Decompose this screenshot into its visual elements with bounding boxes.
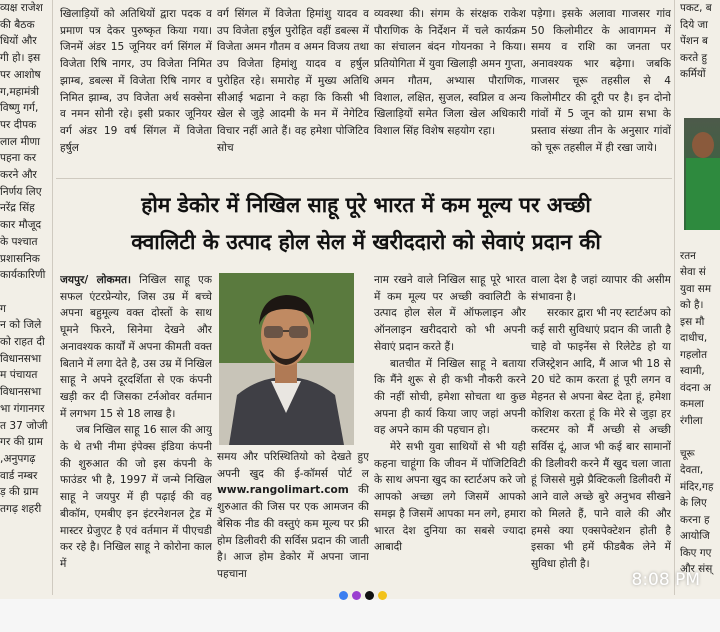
top-column-2-text: वर्ग सिंगल में विजेता हिमांशु यादव व उप विजेता हर्षुल पुरोहित वहीं डबल्स में विजेता अमन गौतम व अमन विजय तथा उप विजेता हिमांशु यादव व हर्षुल पुरोहित रहे। समारोह में मुख्य अतिथि सीआई भढाना ने कहा कि किसी भी खेल से जुड़े आदमी के मन में नेगेटिव विचार नहीं आते हैं। वह हमेशा पोजिटिव सोच	[217, 8, 369, 154]
top-column-3	[374, 6, 526, 171]
left-strip-line: को राहत दी	[0, 336, 45, 349]
right-strip-line: कमला	[680, 398, 704, 410]
right-strip-line: पकट, ब	[680, 2, 712, 14]
top-column-2	[217, 6, 369, 171]
right-strip-line: दिये जा	[680, 18, 708, 31]
page-indicator-dots	[339, 591, 387, 603]
article-col4-para1: वाला देश है जहां व्यापार की असीम संभावना है।	[531, 274, 671, 303]
left-strip-line: ड़ की ग्राम	[0, 486, 39, 499]
article-col3-para2: बातचीत में निखिल साहू ने बताया कि मैंने शुरू से ही कभी नौकरी करने की नहीं सोची, हमेशा सोचता था कुछ अपना ही कार्य किया जाए जहां अपनी वह अपने काम की पहचान हो।	[374, 357, 526, 437]
right-strip-line: के लिए	[680, 497, 707, 509]
left-strip-line: पर दीपक	[0, 118, 37, 131]
right-strip-line: को है।	[680, 299, 704, 311]
right-strip-line: करना ह	[680, 513, 710, 526]
right-strip-line: वंदना अ	[680, 381, 711, 394]
left-strip-line: धियों और	[0, 35, 37, 48]
right-photo	[684, 118, 720, 230]
left-strip-line: विधानसभा	[0, 386, 42, 399]
column-rule-right	[674, 0, 675, 595]
top-column-1-text: खिलाड़ियों को अतिथियों द्वारा पदक व प्रमाण पत्र देकर पुरुष्कृत किया गया। जिनमें अंडर 15 जूनियर वर्ग सिंगल में विजेता रिषि नागर, उप विजेता निमित झाम्ब, डबल्स में विजेता रिषि नागर व निमित झाम्ब, उप विजेता अर्थ सक्सेना व नमन सोनी रहे। इसी प्रकार जूनियर वर्ग अंडर 19 वर्ष सिंगल में विजेता हर्षुल	[60, 8, 212, 154]
left-strip-line: ग	[0, 302, 6, 315]
left-strip-line: प्रशासनिक	[0, 252, 40, 265]
headline-line-2: क्वालिटी के उत्पाद होल सेल में खरीददारो को सेवाएं प्रदान की	[131, 229, 601, 254]
article-col3-para1: नाम रखने वाले निखिल साहू पूरे भारत में कम मूल्य पर अच्छी क्वालिटी के उत्पाद होल सेल में ऑफलाइन और ऑनलाइन खरीददारो को भी अपनी सेवाएं प्रदान करते हैं।	[374, 274, 526, 353]
right-strip-line: पेंशन ब	[680, 35, 708, 47]
right-strip-line: आयोजि	[680, 530, 710, 542]
right-strip-line: किए गए	[680, 546, 712, 559]
top-rule	[56, 178, 672, 179]
right-cropped-column	[680, 0, 720, 600]
indicator-dot-black	[365, 591, 374, 600]
right-strip-line: सेवा सं	[680, 266, 706, 278]
article-column-4	[531, 272, 671, 598]
article-col1-para2: जब निखिल साहू 16 साल की आयु के थे तभी नीमा इंपेक्स इंडिया कंपनी की शुरुआत की जो इस कंपनी के फाउंडर भी है, 1997 में जन्मे निखिल साहू ने जयपुर में ही पढ़ाई की वह बीकॉम, एमबीए इन इंटरनेशनल ट्रेड में मास्टर ग्रेजुएट है एवं वर्तमान में पीएचडी कर रहे है। निखिल साहू ने कोरोना काल में	[60, 424, 212, 570]
right-strip-line: देवता,	[680, 464, 704, 476]
right-strip-line: इस मौ	[680, 315, 705, 328]
left-strip-line: की बैठक	[0, 18, 35, 31]
article-headline	[60, 186, 672, 260]
right-strip-line: और संस्	[680, 563, 713, 575]
right-strip-line	[680, 429, 720, 446]
right-strip-line: स्वामी,	[680, 365, 705, 377]
left-strip-line: के पश्चात	[0, 235, 38, 248]
left-strip-line: कार्यकारिणी	[0, 269, 46, 282]
article-col1-para1-text: निखिल साहू एक सफल एंटरप्रेन्योर, जिस उम्र में बच्चे अपना बहुमूल्य वक्त दोस्तों के साथ घूमने फिरने, सिनेमा देखने और अनावश्यक कार्यों में अपना कीमती वक्त बिताने में लगा देते है, उस उम्र में निखिल साहू ने अपने दूरदर्शिता से एक कंपनी खड़ी कर दी जिसका टर्नओवर वर्तमान में लगभग 15 से 18 लाख है।	[60, 274, 212, 420]
left-strip-line: नरेंद्र सिंह	[0, 202, 35, 215]
right-strip-line: युवा सम	[680, 282, 712, 295]
right-strip-line	[680, 99, 720, 116]
right-strip-line: मंदिर,गह	[680, 480, 714, 493]
article-col2-text-a: समय और परिस्थितियो को देखते हुए अपनी खुद की ई-कॉमर्स पोर्ट ल	[217, 451, 369, 480]
indicator-dot-purple	[352, 591, 361, 600]
left-cropped-column	[0, 0, 50, 598]
left-strip-line: गी हो। इस	[0, 52, 41, 65]
left-strip-line: करने और	[0, 169, 37, 182]
left-strip-line: लाल मीणा	[0, 135, 40, 148]
left-strip-line: निर्णय लिए	[0, 185, 42, 198]
left-strip-line: कार मौजूद	[0, 219, 42, 232]
article-column-2	[217, 449, 369, 598]
right-strip-line: गहलोत	[680, 348, 708, 361]
indicator-dot-yellow	[378, 591, 387, 600]
left-strip-line: पहना कर	[0, 152, 37, 165]
right-strip-line	[680, 231, 720, 248]
left-strip-line: भा गंगानगर	[0, 402, 45, 415]
left-strip-line: ग,महामंत्री	[0, 85, 39, 98]
left-strip-line: तगढ़ शहरी	[0, 503, 42, 516]
right-strip-line	[680, 83, 720, 100]
article-col4-para2: सरकार द्वारा भी नए स्टार्टअप को कई सारी सुविधाएं प्रदान की जाती है चाहे वो फाइनेंस से रिलेटेड हो या रजिस्ट्रेशन आदि, मैं आज भी 18 से 20 घंटे काम करता हूं पूरी लगन व मेहनत से अपना बेस्ट देता हूं, हमेशा कोशिश करता हूं कि मेरे से जुड़ा हर कस्टमर को मैं अच्छी से अच्छी सर्विस दूं, आज भी कई बार सामानों की डिलीवरी करने मैं खुद चला जाता हूं जिससे मुझे प्रैक्टिकली डिलीवरी में आने वाले अच्छे बुरे अनुभव सीखने को मिलते हैं, पाने वाले की और हमसे क्या एक्सपेक्टेशन होती है इसका भी हमें फीडबैक लेने में सुविधा होती है।	[531, 307, 671, 570]
right-strip-line: कर्मियों	[680, 68, 706, 80]
person-illustration	[219, 273, 354, 445]
right-strip-line: रंगीला	[680, 414, 703, 427]
indicator-dot-blue	[339, 591, 348, 600]
left-strip-line: ,अनुपगढ़	[0, 452, 36, 465]
status-time: 8:08 PM	[631, 570, 700, 590]
top-column-4	[531, 6, 671, 171]
right-strip-line: करते हु	[680, 51, 707, 64]
top-column-1	[60, 6, 212, 171]
article-col2-para	[217, 449, 369, 583]
right-strip-line: चूरू	[680, 447, 695, 460]
left-strip-line: पर आशोष	[0, 68, 41, 81]
article-col3-para3: मेरे सभी युवा साथियों से भी यही कहना चाहूंगा कि जीवन में पॉजिटिविटी के साथ अपना खुद का स्टार्टअप करे जो आपको अच्छा लगे जिसमें आपको समझ है जिसमें आपका मन लगे, हमारा भारत देश दुनिया का सबसे ज्यादा आबादी	[374, 441, 526, 554]
portrait-photo	[219, 273, 354, 445]
left-strip-line: वार्ड नम्बर	[0, 469, 38, 482]
left-strip-line: म पंचायत	[0, 369, 38, 382]
left-strip-line: विधानसभा	[0, 352, 42, 365]
left-strip-line: गर की ग्राम	[0, 436, 43, 449]
left-strip-line: विष्णु गर्ग,	[0, 102, 39, 115]
right-strip-line: रतन	[680, 249, 696, 262]
article-col1-para1	[60, 272, 212, 422]
article-column-1	[60, 272, 212, 598]
column-rule	[52, 0, 53, 595]
left-strip-line	[0, 284, 50, 301]
right-strip-line: दाधीच,	[680, 332, 708, 344]
left-strip-line: न को जिले	[0, 319, 42, 332]
headline-line-1: होम डेकोर में निखिल साहू पूरे भारत में कम मूल्य पर अच्छी	[141, 192, 591, 217]
article-col2-text-b: की शुरुआत की जिस पर एक आमजन की बेसिक नीड की वस्तुएं कम मूल्य पर फ्री होम डिलीवरी की सर्विस प्रदान की जाती है। आज होम डेकोर में अपना जाना पहचाना	[217, 484, 369, 580]
left-strip-line: व्यक्ष राजेश	[0, 2, 43, 14]
website-link[interactable]: www.rangolimart.com	[217, 484, 349, 497]
dateline: जयपुर/ लोकमत।	[60, 274, 132, 286]
left-strip-line: त 37 जोजी	[0, 419, 48, 432]
top-column-3-text: व्यवस्था की। संगम के संरक्षक राकेश पौराणिक के निर्देशन में चले कार्यक्रम का संचालन बंदन गोयनका ने किया। प्रतियोगिता में युवा खिलाड़ी अमन गुप्ता, अमन गौतम, अभ्यास पौराणिक, विशाल, लक्षित, सुजल, स्वप्निल व अन्य खिलाड़ियों समेत जिला खेल अधिकारी विशाल सिंह विशेष सहयोग रहा।	[374, 8, 526, 137]
top-column-4-text: पड़ेगा। इसके अलावा गाजसर गांव 50 किलोमीटर के आवागमन में समय व राशि का जनता पर अनावश्यक भार बढ़ेगा। जबकि गाजसर चूरू तहसील से 4 किलोमीटर की दूरी पर है। इन दोनो गांवों में 5 जून को ग्राम सभा के प्रस्ताव संख्या तीन के अनुसार गांवों को चूरू तहसील में ही रखा जाये।	[531, 8, 671, 154]
article-column-3	[374, 272, 526, 598]
bottom-bar	[0, 599, 720, 632]
